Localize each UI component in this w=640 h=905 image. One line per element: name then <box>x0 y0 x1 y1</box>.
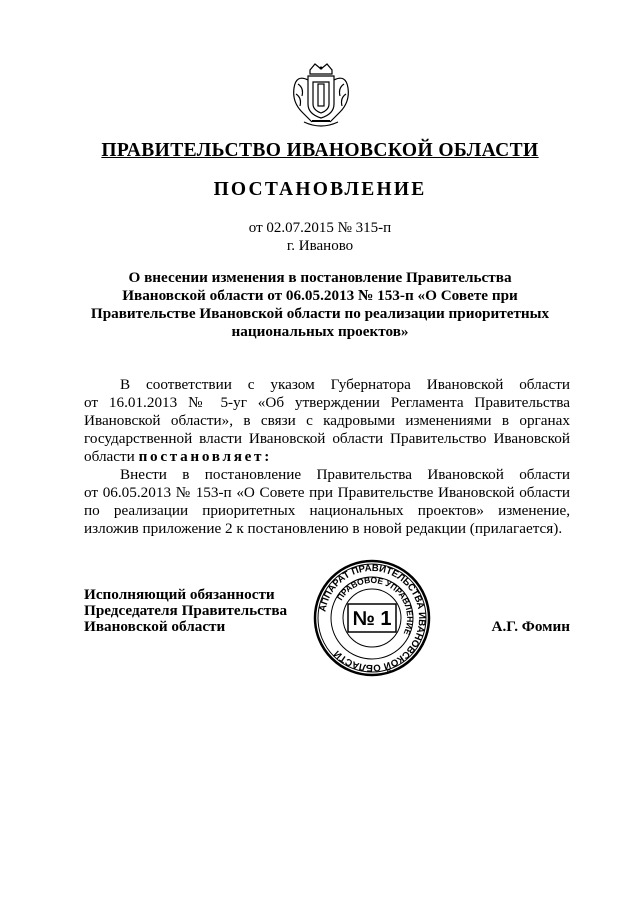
body-line: В соответствии с указом Губернатора Ивановской области <box>120 376 570 393</box>
document-title-line: национальных проектов» <box>231 323 409 340</box>
body-line-prefix: области <box>84 448 139 465</box>
stamp-number: № 1 <box>352 608 392 630</box>
body-line: от 06.05.2013 № 153-п «О Совете при Правительстве Ивановской области <box>84 484 570 501</box>
body-paragraph-1 <box>84 376 570 466</box>
body-line: государственной власти Ивановской области Правительство Ивановской <box>84 430 570 447</box>
stamp-inner-textpath: ПРАВОВОЕ УПРАВЛЕНИЕ <box>334 574 416 637</box>
official-stamp <box>312 558 432 678</box>
signatory-position-line: Ивановской области <box>84 618 226 635</box>
body-line-last <box>84 448 570 466</box>
body-paragraph-2 <box>84 466 570 538</box>
body-line: Ивановской области», в связи с кадровыми изменениями в органах <box>84 412 570 429</box>
body-line: Внести в постановление Правительства Ивановской области <box>120 466 570 483</box>
document-title-line: Ивановской области от 06.05.2013 № 153-п «О Совете при <box>122 287 518 304</box>
document-title-line: Правительстве Ивановской области по реализации приоритетных <box>90 305 550 322</box>
body-line: от 16.01.2013 № 5-уг «Об утверждении Регламента Правительства <box>84 394 570 411</box>
stamp-ring-textpath: АППАРАТ ПРАВИТЕЛЬСТВА ИВАНОВСКОЙ ОБЛАСТИ <box>317 562 428 674</box>
decree-word: постановляет: <box>138 448 272 465</box>
date-number: от 02.07.2015 № 315-п <box>248 220 392 236</box>
coat-of-arms-icon <box>290 60 352 130</box>
signatory-position-line: Исполняющий обязанности <box>84 586 275 603</box>
document-title-line: О внесении изменения в постановление Правительства <box>128 269 512 286</box>
signatory-position-line: Председателя Правительства <box>84 602 288 619</box>
body-line: изложив приложение 2 к постановлению в новой редакции (прилагается). <box>84 520 563 537</box>
signatory-name: А.Г. Фомин <box>491 618 570 635</box>
city: г. Иваново <box>286 238 354 254</box>
body-line: по реализации приоритетных национальных проектов» изменение, <box>84 502 570 519</box>
organization-title: ПРАВИТЕЛЬСТВО ИВАНОВСКОЙ ОБЛАСТИ <box>101 140 539 161</box>
document-type: ПОСТАНОВЛЕНИЕ <box>213 179 427 200</box>
